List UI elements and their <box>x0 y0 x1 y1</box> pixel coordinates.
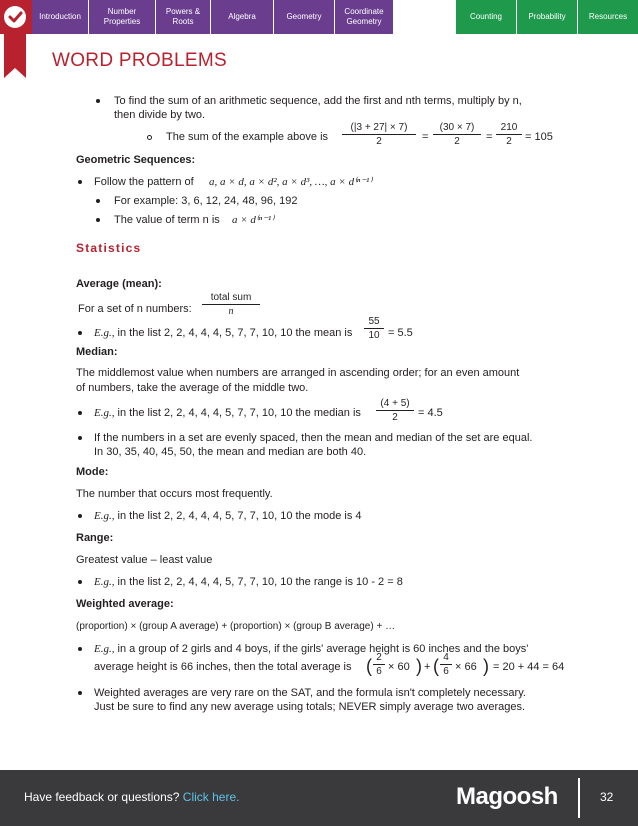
median-note-line2: In 30, 35, 40, 45, 50, the mean and median are both 40. <box>94 446 367 458</box>
fraction-denominator: 2 <box>454 136 460 147</box>
median-example-fraction <box>376 398 414 423</box>
sub-bullet-icon <box>147 135 152 140</box>
mean-formula-fraction <box>202 292 260 317</box>
equals-sign: = <box>422 131 429 143</box>
range-example-text: in the list 2, 2, 4, 4, 4, 5, 7, 7, 10, 10 the range is 10 - 2 = 8 <box>117 576 403 588</box>
geo-example: For example: 3, 6, 12, 24, 48, 96, 192 <box>114 195 298 207</box>
footer-divider <box>578 778 580 818</box>
fraction-denominator: 2 <box>392 412 398 423</box>
feedback-text: Have feedback or questions? Click here. <box>24 790 240 804</box>
mean-heading: Average (mean): <box>76 278 162 290</box>
paren-close: ) <box>483 656 489 676</box>
fraction-numerator: 55 <box>364 316 384 329</box>
bullet-icon <box>78 691 82 695</box>
mean-example <box>94 326 352 340</box>
fraction-numerator: (|3 + 27| × 7) <box>342 122 416 135</box>
tab-probability[interactable]: Probability <box>517 0 577 34</box>
fraction-numerator: total sum <box>202 292 260 305</box>
geo-term-math: a × d⁽ⁿ⁻¹⁾ <box>232 214 274 226</box>
arith-example-label: The sum of the example above is <box>166 131 329 143</box>
tab-counting[interactable]: Counting <box>456 0 516 34</box>
mean-example-fraction <box>364 316 384 341</box>
arith-text-line2: then divide by two. <box>114 109 206 121</box>
tab-coordinate-geometry[interactable]: Coordinate Geometry <box>335 0 393 34</box>
mode-desc: The number that occurs most frequently. <box>76 488 273 500</box>
range-heading: Range: <box>76 532 114 544</box>
eg-label: E.g., <box>94 327 115 339</box>
fraction-denominator: 6 <box>443 666 449 677</box>
range-desc: Greatest value – least value <box>76 554 213 566</box>
weighted-example-line2: average height is 66 inches, then the total average is <box>94 661 352 673</box>
weighted-heading: Weighted average: <box>76 598 174 610</box>
statistics-heading: Statistics <box>76 241 142 255</box>
magoosh-logo: Magoosh <box>456 783 558 810</box>
tab-number-properties[interactable]: Number Properties <box>89 0 155 34</box>
paren-open: ( <box>366 656 372 676</box>
arith-result: = 105 <box>525 131 553 143</box>
equals-sign: = <box>486 131 493 143</box>
median-note-line1: If the numbers in a set are evenly spaced, then the mean and median of the set are equal. <box>94 432 533 444</box>
median-result: = 4.5 <box>418 407 443 419</box>
weighted-fraction-b <box>440 652 452 677</box>
weighted-formula: (proportion) × (group A average) + (proportion) × (group B average) + … <box>76 621 396 632</box>
feedback-link[interactable]: Click here. <box>182 790 240 804</box>
fraction-numerator: (4 + 5) <box>376 398 414 411</box>
weighted-note-line1: Weighted averages are very rare on the SAT, and the formula isn't completely necessary. <box>94 687 526 699</box>
median-heading: Median: <box>76 346 118 358</box>
median-desc-line1: The middlemost value when numbers are arranged in ascending order; for an even amount <box>76 367 520 379</box>
arith-text-line1: To find the sum of an arithmetic sequence, add the first and nth terms, multiply by n, <box>114 95 522 107</box>
arith-fraction-1 <box>342 122 416 147</box>
bullet-icon <box>78 647 82 651</box>
paren-close: ) <box>416 656 422 676</box>
mode-heading: Mode: <box>76 466 109 478</box>
bullet-icon <box>78 436 82 440</box>
weighted-example-line1 <box>94 642 528 656</box>
eg-label: E.g., <box>94 407 115 419</box>
fraction-denominator: 10 <box>368 330 380 341</box>
bullet-icon <box>78 331 82 335</box>
weighted-result: = 20 + 44 = 64 <box>493 661 565 673</box>
bullet-icon <box>96 218 100 222</box>
mode-example-text: in the list 2, 2, 4, 4, 4, 5, 7, 7, 10, 10 the mode is 4 <box>117 510 362 522</box>
paren-open: ( <box>433 656 439 676</box>
weighted-note-line2: Just be sure to find any new average using totals; NEVER simply average two averages. <box>94 701 526 713</box>
fraction-denominator: 6 <box>376 666 382 677</box>
tab-geometry[interactable]: Geometry <box>274 0 334 34</box>
eg-label: E.g., <box>94 643 115 655</box>
fraction-numerator: 210 <box>496 122 522 135</box>
bullet-icon <box>78 514 82 518</box>
geo-pattern-label: Follow the pattern of <box>94 176 194 188</box>
mean-example-text: in the list 2, 2, 4, 4, 4, 5, 7, 7, 10, 10 the mean is <box>117 327 353 339</box>
fraction-denominator: 2 <box>376 136 382 147</box>
weighted-example-text: in a group of 2 girls and 4 boys, if the girls' average height is 60 inches and the boys' <box>117 643 529 655</box>
median-desc-line2: of numbers, take the average of the middle two. <box>76 382 309 394</box>
arith-fraction-3 <box>496 122 522 147</box>
weighted-fraction-a <box>373 652 385 677</box>
tab-powers-roots[interactable]: Powers & Roots <box>156 0 210 34</box>
footer <box>0 770 638 826</box>
bullet-icon <box>78 180 82 184</box>
fraction-denominator: n <box>228 306 234 317</box>
eg-label: E.g., <box>94 576 115 588</box>
bullet-icon <box>78 411 82 415</box>
weighted-times-b: × 66 <box>455 661 477 673</box>
fraction-numerator: 4 <box>440 652 452 665</box>
tab-resources[interactable]: Resources <box>578 0 638 34</box>
mode-example <box>94 509 362 523</box>
bullet-icon <box>96 99 100 103</box>
eg-label: E.g., <box>94 510 115 522</box>
geometric-heading: Geometric Sequences: <box>76 154 196 166</box>
range-example <box>94 575 403 589</box>
bullet-icon <box>78 580 82 584</box>
page-number: 32 <box>600 790 614 804</box>
mean-result: = 5.5 <box>388 327 413 339</box>
weighted-plus: + <box>424 661 431 673</box>
geo-pattern-math: a, a × d, a × d², a × d³, …, a × d⁽ⁿ⁻¹⁾ <box>209 176 373 188</box>
arith-fraction-2 <box>433 122 481 147</box>
fraction-numerator: (30 × 7) <box>433 122 481 135</box>
geo-term-label: The value of term n is <box>114 214 220 226</box>
weighted-times-a: × 60 <box>388 661 410 673</box>
median-example <box>94 406 361 420</box>
page-title: WORD PROBLEMS <box>52 50 227 71</box>
bullet-icon <box>96 199 100 203</box>
median-example-text: in the list 2, 2, 4, 4, 4, 5, 7, 7, 10, 10 the median is <box>117 407 361 419</box>
tab-introduction[interactable]: Introduction <box>32 0 88 34</box>
tab-algebra[interactable]: Algebra <box>211 0 273 34</box>
mean-set-label: For a set of n numbers: <box>78 303 192 315</box>
fraction-numerator: 2 <box>373 652 385 665</box>
fraction-denominator: 2 <box>506 136 512 147</box>
